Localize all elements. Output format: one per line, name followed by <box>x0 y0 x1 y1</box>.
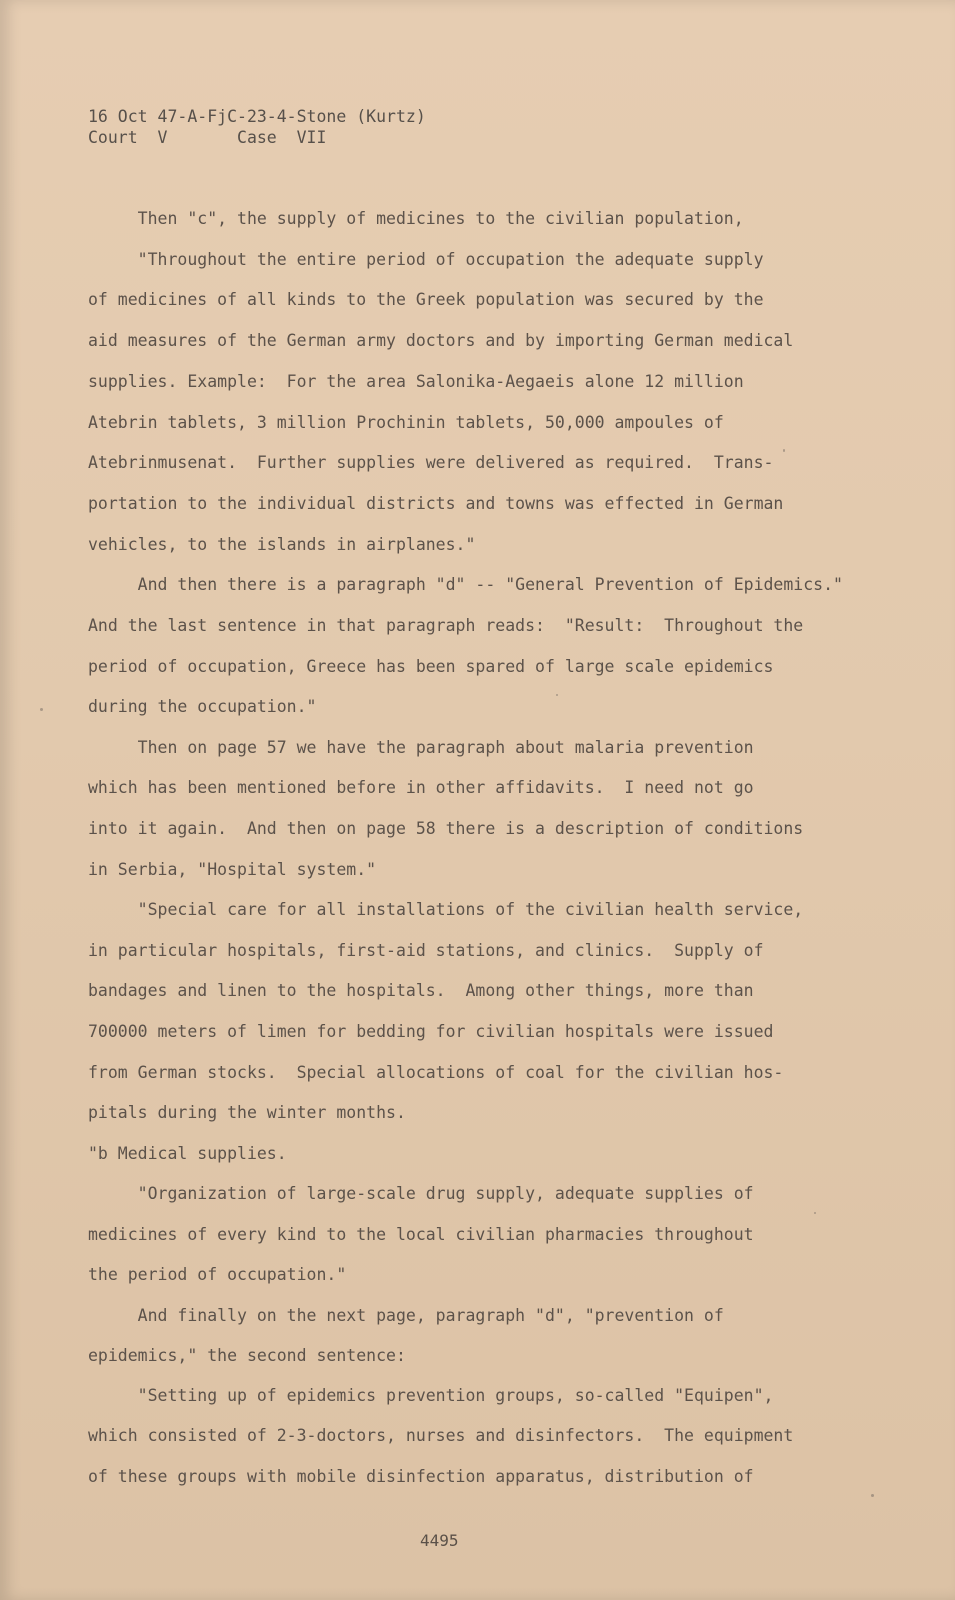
text-line: the period of occupation." <box>88 1265 347 1284</box>
page-number: 4495 <box>420 1531 459 1550</box>
text-line: which has been mentioned before in other affidavits. I need not go <box>88 778 754 797</box>
text-line: And finally on the next page, paragraph "d", "prevention of <box>88 1306 724 1325</box>
paper-speck <box>40 708 43 711</box>
paper-speck <box>783 449 785 452</box>
paper-speck <box>871 1494 874 1497</box>
text-line: Then "c", the supply of medicines to the civilian population, <box>88 209 744 228</box>
text-line: in particular hospitals, first-aid stations, and clinics. Supply of <box>88 941 764 960</box>
text-line: aid measures of the German army doctors and by importing German medical <box>88 331 794 350</box>
text-line: And the last sentence in that paragraph reads: "Result: Throughout the <box>88 616 804 635</box>
text-line: during the occupation." <box>88 697 317 716</box>
text-line: epidemics," the second sentence: <box>88 1346 406 1365</box>
text-line: "Organization of large-scale drug supply, adequate supplies of <box>88 1184 754 1203</box>
text-line: from German stocks. Special allocations of coal for the civilian hos- <box>88 1063 784 1082</box>
text-line: of medicines of all kinds to the Greek population was secured by the <box>88 290 764 309</box>
text-line: "Setting up of epidemics prevention groups, so-called "Equipen", <box>88 1386 774 1405</box>
text-line: portation to the individual districts and towns was effected in German <box>88 494 784 513</box>
text-line: Then on page 57 we have the paragraph about malaria prevention <box>88 738 754 757</box>
text-line: Atebrinmusenat. Further supplies were delivered as required. Trans- <box>88 453 774 472</box>
text-line: supplies. Example: For the area Salonika-Aegaeis alone 12 million <box>88 372 744 391</box>
text-line: medicines of every kind to the local civilian pharmacies throughout <box>88 1225 754 1244</box>
text-line: period of occupation, Greece has been spared of large scale epidemics <box>88 657 774 676</box>
text-line: "Special care for all installations of the civilian health service, <box>88 900 804 919</box>
paper-speck <box>556 694 558 696</box>
paper-speck <box>814 1212 816 1214</box>
text-line: bandages and linen to the hospitals. Among other things, more than <box>88 981 754 1000</box>
text-line: "b Medical supplies. <box>88 1144 287 1163</box>
header-line-court-case: Court V Case VII <box>88 128 327 147</box>
text-line: "Throughout the entire period of occupation the adequate supply <box>88 250 764 269</box>
text-line: in Serbia, "Hospital system." <box>88 860 377 879</box>
text-line: And then there is a paragraph "d" -- "General Prevention of Epidemics." <box>88 575 843 594</box>
text-line: 700000 meters of limen for bedding for civilian hospitals were issued <box>88 1022 774 1041</box>
header-line-date-reference: 16 Oct 47-A-FjC-23-4-Stone (Kurtz) <box>88 107 426 126</box>
document-header <box>88 106 426 148</box>
text-line: into it again. And then on page 58 there is a description of conditions <box>88 819 804 838</box>
text-line: Atebrin tablets, 3 million Prochinin tablets, 50,000 ampoules of <box>88 413 724 432</box>
text-line: vehicles, to the islands in airplanes." <box>88 535 476 554</box>
text-line: which consisted of 2-3-doctors, nurses and disinfectors. The equipment <box>88 1426 794 1445</box>
text-line: pitals during the winter months. <box>88 1103 406 1122</box>
text-line: of these groups with mobile disinfection apparatus, distribution of <box>88 1467 754 1486</box>
